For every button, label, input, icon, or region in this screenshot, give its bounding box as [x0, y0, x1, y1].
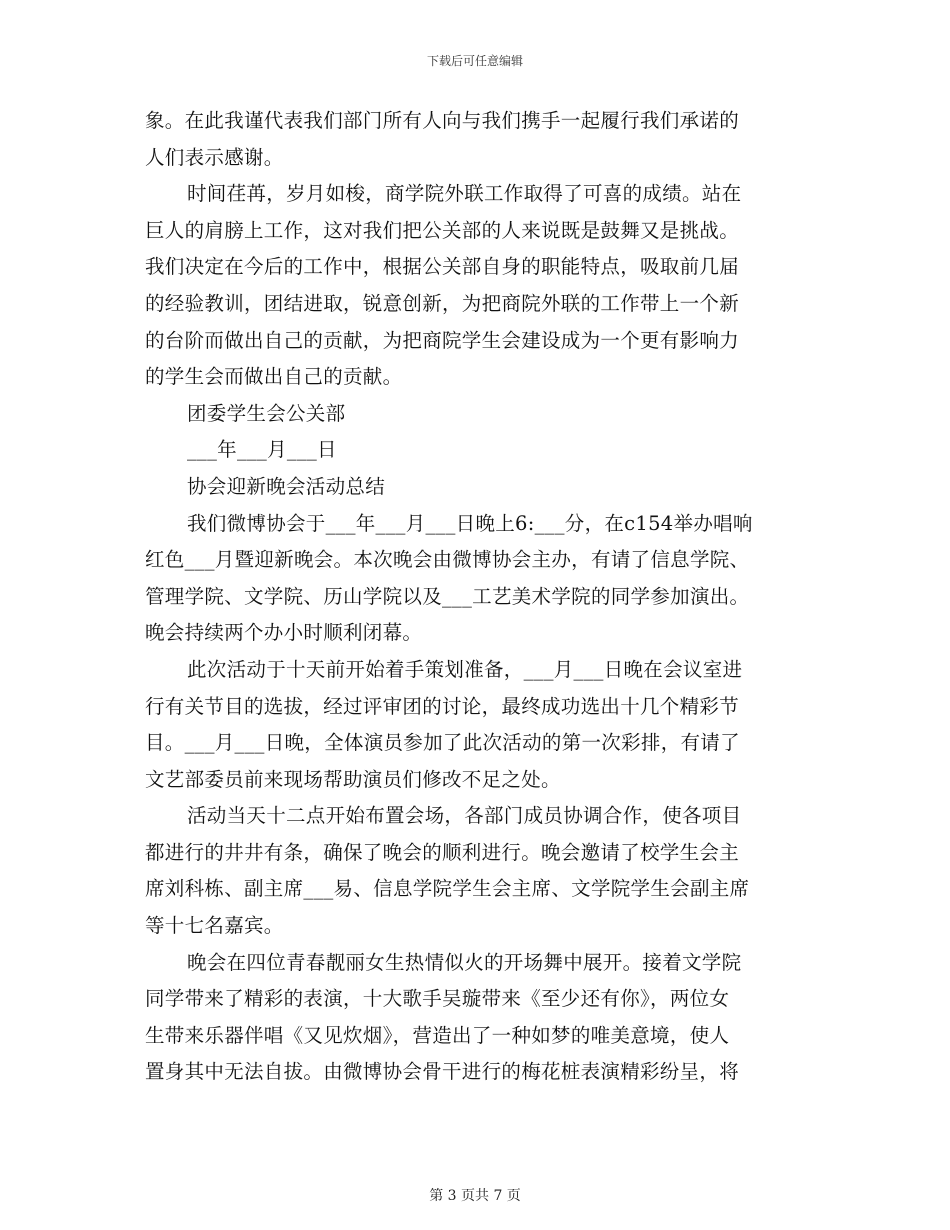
- text-line: 的经验教训，团结进取，锐意创新，为把商院外联的工作带上一个新: [145, 291, 740, 315]
- page-number: 第 3 页共 7 页: [429, 1188, 521, 1204]
- text-line: 管理学院、文学院、历山学院以及___工艺美术学院的同学参加演出。: [145, 584, 750, 608]
- text-line: 晚会在四位青春靓丽女生热情似火的开场舞中展开。接着文学院: [187, 950, 742, 974]
- text-line: 红色___月暨迎新晚会。本次晚会由微博协会主办，有请了信息学院、: [145, 548, 750, 572]
- text-line: 行有关节目的选拔，经过评审团的讨论，最终成功选出十几个精彩节: [145, 694, 740, 718]
- text-line: 的学生会而做出自己的贡献。: [145, 365, 403, 389]
- text-line: 同学带来了精彩的表演，十大歌手吴璇带来《至少还有你》，两位女: [145, 987, 730, 1011]
- text-line: 我们决定在今后的工作中，根据公关部自身的职能特点，吸取前几届: [145, 255, 740, 279]
- text-line: 的台阶而做出自己的贡献，为把商院学生会建设成为一个更有影响力: [145, 328, 740, 352]
- text-line: 都进行的井井有条，确保了晚会的顺利进行。晚会邀请了校学生会主: [145, 840, 740, 864]
- text-line: 象。在此我谨代表我们部门所有人向与我们携手一起履行我们承诺的: [145, 109, 740, 132]
- signature-department: 团委学生会公关部: [187, 401, 346, 425]
- text-line: 生带来乐器伴唱《又见炊烟》，营造出了一种如梦的唯美意境，使人: [145, 1023, 730, 1047]
- text-line: 此次活动于十天前开始着手策划准备，___月___日晚在会议室进: [187, 657, 743, 681]
- text-line: 时间荏苒，岁月如梭，商学院外联工作取得了可喜的成绩。站在: [187, 182, 742, 206]
- text-line: 置身其中无法自拔。由微博协会骨干进行的梅花桩表演精彩纷呈，将: [145, 1060, 740, 1084]
- text-line: 文艺部委员前来现场帮助演员们修改不足之处。: [145, 767, 561, 791]
- document-body: [145, 103, 807, 1091]
- text-line: 我们微博协会于___年___月___日晚上6:___分，在c154举办唱响: [187, 511, 753, 535]
- text-line: 巨人的肩膀上工作，这对我们把公关部的人来说既是鼓舞又是挑战。: [145, 218, 740, 242]
- text-line: 等十七名嘉宾。: [145, 914, 284, 938]
- text-line: 人们表示感谢。: [145, 145, 284, 169]
- section-title: 协会迎新晚会活动总结: [187, 474, 386, 498]
- text-line: 晚会持续两个办小时顺利闭幕。: [145, 621, 423, 645]
- text-line: 活动当天十二点开始布置会场，各部门成员协调合作，使各项目: [187, 804, 742, 828]
- text-line: 席刘科栋、副主席___易、信息学院学生会主席、文学院学生会副主席: [145, 877, 750, 901]
- signature-date: ___年___月___日: [187, 438, 337, 462]
- page-header: 下载后可任意编辑: [426, 54, 523, 68]
- text-line: 目。___月___日晚，全体演员参加了此次活动的第一次彩排，有请了: [145, 731, 740, 755]
